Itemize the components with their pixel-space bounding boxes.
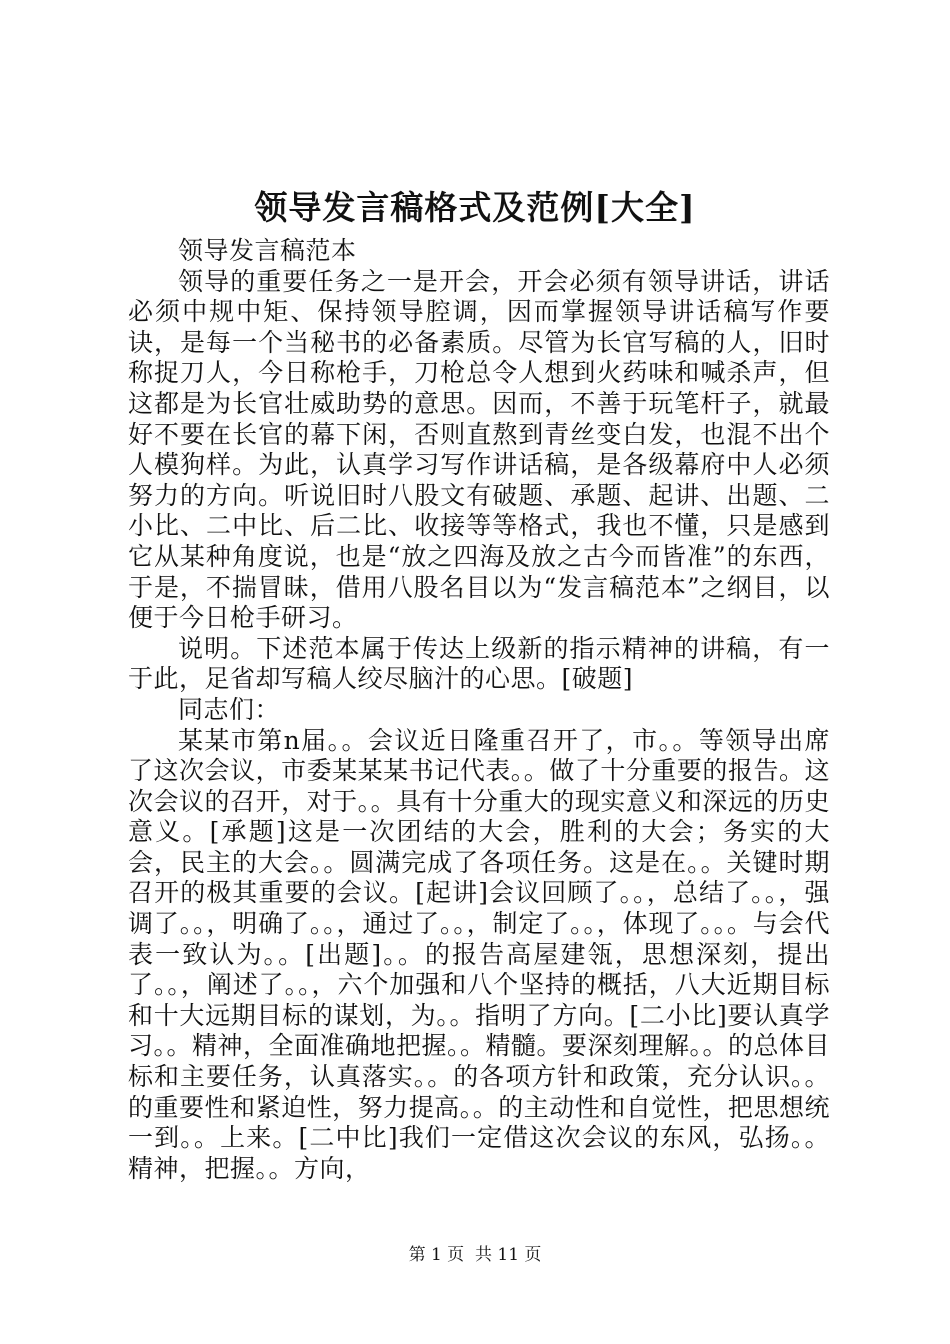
paragraph-note: 说明。下述范本属于传达上级新的指示精神的讲稿，有一于此，足省却写稿人绞尽脑汁的心思。[破题] xyxy=(128,633,830,694)
page-footer xyxy=(0,1244,950,1266)
paragraph-intro: 领导的重要任务之一是开会，开会必须有领导讲话，讲话必须中规中矩、保持领导腔调，因而掌握领导讲话稿写作要诀，是每一个当秘书的必备素质。尽管为长官写稿的人，旧时称捉刀人，今日称枪手，刀枪总令人想到火药味和喊杀声，但这都是为长官壮威助势的意思。因而，不善于玩笔杆子，就最好不要在长官的幕下闲，否则直熬到青丝变白发，也混不出个人模狗样。为此，认真学习写作讲话稿，是各级幕府中人必须努力的方向。听说旧时八股文有破题、承题、起讲、出题、二小比、二中比、后二比、收接等等格式，我也不懂，只是感到它从某种角度说，也是“放之四海及放之古今而皆准”的东西，于是，不揣冒昧，借用八股名目以为“发言稿范本”之纲目，以便于今日枪手研习。 xyxy=(128,266,830,633)
document-title: 领导发言稿格式及范例[大全] xyxy=(254,188,696,227)
paragraph-salutation: 同志们： xyxy=(178,694,281,724)
paragraph-subtitle: 领导发言稿范本 xyxy=(178,236,357,265)
page-number: 第 1 页 共 11 页 xyxy=(408,1245,542,1265)
document-body xyxy=(128,236,830,1184)
paragraph-speech: 某某市第n届。。会议近日隆重召开了，市。。等领导出席了这次会议，市委某某某书记代表。。做了十分重要的报告。这次会议的召开，对于。。具有十分重大的现实意义和深远的历史意义。[承题]这是一次团结的大会，胜利的大会；务实的大会，民主的大会。。圆满完成了各项任务。这是在。。关键时期召开的极其重要的会议。[起讲]会议回顾了。。，总结了。。，强调了。。，明确了。。，通过了。。，制定了。。，体现了。。。与会代表一致认为。。[出题]。。的报告高屋建瓴，思想深刻，提出了。。，阐述了。。，六个加强和八个坚持的概括，八大近期目标和十大远期目标的谋划，为。。指明了方向。[二小比]要认真学习。。精神，全面准确地把握。。精髓。要深刻理解。。的总体目标和主要任务，认真落实。。的各项方针和政策，充分认识。。的重要性和紧迫性，努力提高。。的主动性和自觉性，把思想统一到。。上来。[二中比]我们一定借这次会议的东风，弘扬。。精神，把握。。方向， xyxy=(128,725,831,1183)
